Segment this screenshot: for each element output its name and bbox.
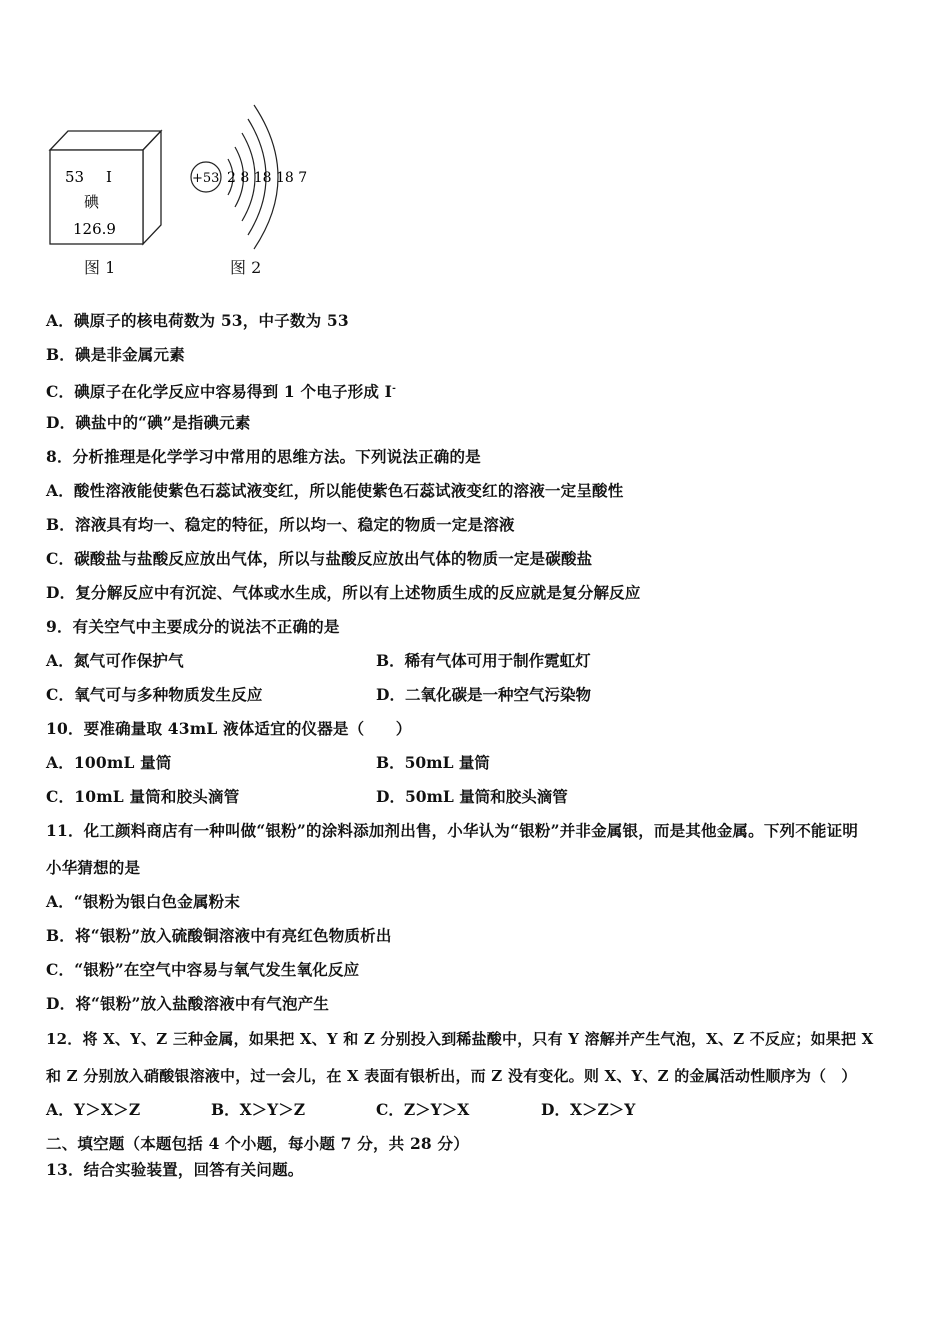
q11-stem-line1: 11．化工颜料商店有一种叫做“银粉”的涂料添加剂出售，小华认为“银粉”并非金属银，而是其他金属。下列不能证明 — [46, 821, 859, 840]
q11-option-b: B．将“银粉”放入硫酸铜溶液中有亮红色物质析出 — [46, 926, 392, 945]
element-name: 碘 — [84, 193, 100, 211]
q8-option-b: B．溶液具有均一、稳定的特征，所以均一、稳定的物质一定是溶液 — [46, 515, 515, 534]
q10-option-b: B．50mL 量筒 — [376, 753, 490, 772]
q11-option-d: D．将“银粉”放入盐酸溶液中有气泡产生 — [46, 994, 330, 1013]
atom-structure-figure — [191, 105, 307, 249]
figures-block — [40, 95, 340, 285]
element-symbol: I — [106, 168, 112, 186]
section2-title: 二、填空题（本题包括 4 个小题，每小题 7 分，共 28 分） — [46, 1134, 469, 1153]
atomic-mass: 126.9 — [73, 220, 116, 238]
q12-stem-line2: 和 Z 分别放入硝酸银溶液中，过一会儿，在 X 表面有银析出，而 Z 没有变化。则 X、Y、Z 的金属活动性顺序为（ ） — [46, 1067, 857, 1085]
q10-option-c: C．10mL 量筒和胶头滴管 — [46, 787, 240, 806]
nucleus-charge: +53 — [192, 171, 220, 186]
q12-option-a: A．Y＞X＞Z — [46, 1100, 141, 1119]
q8-option-c: C．碳酸盐与盐酸反应放出气体，所以与盐酸反应放出气体的物质一定是碳酸盐 — [46, 549, 593, 568]
q7-option-c-text: C．碘原子在化学反应中容易得到 1 个电子形成 I — [46, 382, 393, 402]
q8-stem: 8．分析推理是化学学习中常用的思维方法。下列说法正确的是 — [46, 447, 481, 466]
q13-stem: 13．结合实验装置，回答有关问题。 — [46, 1160, 304, 1179]
q7-option-c-sup: - — [392, 384, 396, 394]
atomic-number: 53 — [65, 168, 85, 186]
q9-option-d: D．二氧化碳是一种空气污染物 — [376, 685, 591, 704]
q9-option-a: A．氮气可作保护气 — [46, 651, 184, 670]
figure2-caption: 图 2 — [230, 258, 262, 277]
q9-option-c: C．氧气可与多种物质发生反应 — [46, 685, 263, 704]
q11-option-c: C．“银粉”在空气中容易与氧气发生氧化反应 — [46, 960, 360, 979]
q10-stem: 10．要准确量取 43mL 液体适宜的仪器是（ ） — [46, 719, 412, 738]
q12-option-c: C．Z＞Y＞X — [376, 1100, 470, 1119]
element-cube-figure — [50, 131, 161, 244]
q7-option-b: B．碘是非金属元素 — [46, 345, 185, 364]
q11-option-a: A．“银粉为银白色金属粉末 — [46, 892, 241, 911]
figure1-caption: 图 1 — [84, 258, 116, 277]
electron-shells: 2 8 18 18 7 — [227, 170, 308, 186]
q7-option-d: D．碘盐中的“碘”是指碘元素 — [46, 413, 251, 432]
q12-stem-line1: 12．将 X、Y、Z 三种金属，如果把 X、Y 和 Z 分别投入到稀盐酸中，只有 Y 溶解并产生气泡，X、Z 不反应；如果把 X — [46, 1030, 874, 1048]
q9-option-b: B．稀有气体可用于制作霓虹灯 — [376, 651, 591, 670]
q8-option-a: A．酸性溶液能使紫色石蕊试液变红，所以能使紫色石蕊试液变红的溶液一定呈酸性 — [46, 481, 624, 500]
q10-option-a: A．100mL 量筒 — [46, 753, 172, 772]
q7-option-c — [46, 379, 396, 402]
q11-stem-line2: 小华猜想的是 — [46, 858, 141, 877]
q12-option-b: B．X＞Y＞Z — [211, 1100, 306, 1119]
q12-option-d: D．X＞Z＞Y — [541, 1100, 636, 1119]
q9-stem: 9．有关空气中主要成分的说法不正确的是 — [46, 617, 340, 636]
q10-option-d: D．50mL 量筒和胶头滴管 — [376, 787, 568, 806]
q8-option-d: D．复分解反应中有沉淀、气体或水生成，所以有上述物质生成的反应就是复分解反应 — [46, 583, 641, 602]
q7-option-a: A．碘原子的核电荷数为 53，中子数为 53 — [46, 311, 349, 330]
